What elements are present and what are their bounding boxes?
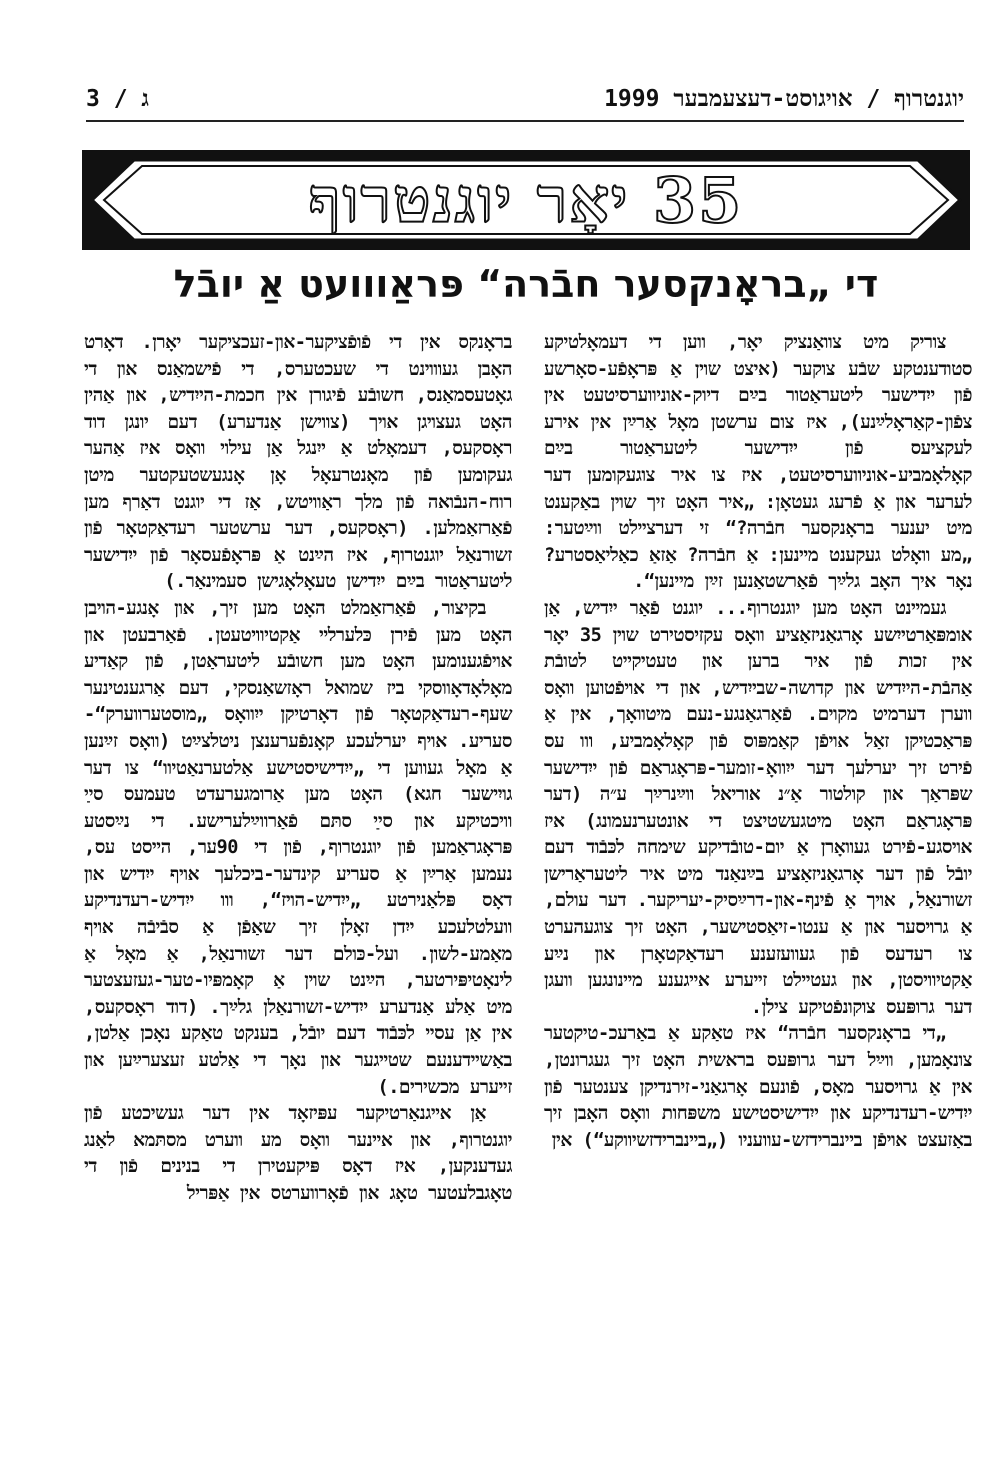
paragraph: „די בראָנקסער חבֿרה“ איז טאַקע אַ באַרעכ-טיקטער צונאָמען, ווײַל דער גרופּעס בראשית האָט זיך געגרונטן, אין אַ גרויסער מאָס, פֿונעם אָרגאַני-זירנדיקן צענטער פֿון ייִדיש-רעדנדיקע און ייִדישיסטישע משפּחות וואָס האָבן זיך באַזעצט אויפֿן בײנברידזש-עוועניו („ביינברידזשיווקע“) אין bbox=[544, 1023, 972, 1151]
anniversary-banner bbox=[82, 150, 970, 250]
paragraph: בראָנקס אין די פֿופֿציקער-און-זעכציקער יאָרן. דאָרט האָבן געוווינט די שעכטערס, די פֿישמאַנס און די גאָטעסמאַנס, חשובֿע פֿיגורן אין חכמת-הייִדיש, און אַהין האָט געצויגן אויך (צווישן אַנדערע) דעם יונגן דוד ראָסקעס, דעמאָלט אַ ייִנגל אַן עילוי וואָס איז אַהער געקומען פֿון מאָנטרעאָל אָן אָנגעשטעקטער מיטן רוח-הנבֿואה פֿון מלך ראַוויטש, אַז די יוגנט דאַרף מען פֿאַרזאַמלען. (ראָסקעס, דער ערשטער רעדאַקטאָר פֿון זשורנאַל יוגנטרוף, איז הײַנט אַ פּראָפֿעסאָר פֿון ייִדישער ליטעראַטור בײַם ייִדישן טעאָלאָגישן סעמינאַר.) bbox=[84, 332, 512, 593]
paragraph: בקיצור, פֿאַרזאַמלט האָט מען זיך, און אָנגע-הויבן האָט מען פֿירן כּלערליי אַקטיוויטעטן. פֿאַרבעטן און אויפֿגענומען האָט מען חשובֿע ליטעראַטן, פֿון קאַדיע מאָלאָדאָווסקי ביז שמואל ראָזשאַנסקי, דעם אַרגענטינער שעף-רעדאַקטאָר פֿון דאָרטיקן ייִוואָס „מוסטערווערק“-סעריע. אויף יערלעכע קאָנפֿערענצן ניטלצײַט (וואָס זײַנען אַ מאָל געווען די „ייִדישיסטישע אַלטערנאַטיוו“ צו דער גויִישער חגא) האָט מען אַרומגערעדט טעמעס סײַ וויכטיקע און סײַ סתּם פֿאַרווײַלערישע. די נײַסטע פּראָגראַמען פֿון יוגנטרוף, פֿון די 90ער, הייסט עס, נעמען אַרײַן אַ סעריע קינדער-ביכלעך אויף ייִדיש און דאָס פּלאַנירטע „ייִדיש-הויז“, ווו ייִדיש-רעדנדיקע וועלטלעכע ייִדן זאָלן זיך שאַפֿן אַ סבֿיבֿה אויף מאַמע-לשון. ועל-כּולם דער זשורנאַל, אַ מאָל אַ לינאָטיפּירטער, הײַנט שוין אַ קאָמפּיו-טער-געזעצטער מיט אַלע אַנדערע ייִדיש-זשורנאַלן גלײַך. (דוד ראָסקעס, אין אַן עסיי לכּבֿוד דעם יובֿל, בענקט טאַקע נאָכן אַלטן, באַשיידענעם שטייגער און נאָך די אַלטע זעצערײַען און זייערע מכשירים.) bbox=[84, 597, 512, 1098]
paragraph: אַן אייגנאַרטיקער עפּיזאָד אין דער געשיכטע פֿון יוגנטרוף, און איינער וואָס מע ווערט מסתּמא לאַנג געדענקען, איז דאָס פּיקעטירן די בנינים פֿון די טאָגבלעטער טאָג און פֿאָרווערטס אין אַפּריל bbox=[84, 1103, 512, 1204]
publication-title: יוגנטרוף / אויגוסט-דעצעמבער 1999 bbox=[604, 86, 964, 112]
paragraph: צוריק מיט צוואַנציק יאָר, ווען די דעמאָלטיקע סטודענטקע שבֿע צוקער (איצט שוין אַ פּראָפֿע-סאָרשע פֿון ייִדישער ליטעראַטור בײַם דיוק-אוניווערסיטעט אין צפֿון-קאַראָלײַנע), איז צום ערשטן מאָל אַרײַן אין אירע לעקציעס פֿון ייִדישער ליטעראַטור בײַם קאָלאָמביע-אוניווערסיטעט, איז צו איר צוגעקומען דער לערער און אַ פֿרעג געטאָן: „איר האָט זיך שוין באַקענט מיט יענער בראָנקסער חבֿרה?“ זי דערציילט ווײַטער: „מע וואָלט געקענט מיינען: אַ חבֿרה? אַזאַ כאַליאַסטרע? נאָר איך האָב גלײַך פֿאַרשטאַנען זײַן מײנען“. bbox=[544, 332, 972, 593]
left-column bbox=[84, 330, 512, 1448]
right-column bbox=[544, 330, 972, 1448]
running-header bbox=[86, 86, 964, 122]
paragraph: געמיינט האָט מען יוגנטרוף... יוגנט פֿאַר ייִדיש, אַן אומפּאַרטייִשע אָרגאַניזאַציע וואָס עקזיסטירט שוין 35 יאָר אין זכות פֿון איר ברען און טעטיקייט לטובֿת אַהבֿת-הייִדיש און קדושה-שבייִדיש, און די אויפֿטוען וואָס ווערן דערמיט מקוים. פֿאַרגאַנגע-נעם מיטוואָך, אין אַ פּראַכטיקן זאַל אויפֿן קאַמפּוס פֿון קאָלאָמביע, ווו עס פֿירט זיך יערלעך דער ייִוואָ-זומער-פּראָגראַם פֿון ייִדישער שפּראַך און קולטור אַ״נ אוריאל ווײַנרײַך ע״ה (דער פּראָגראַם האָט מיטגעשטיצט די אונטערנעמונג) איז אויסגע-פֿירט געוואָרן אַ יום-טובֿדיקע שימחה לכּבֿוד דעם יובֿל פֿון דער אָרגאַניזאַציע בײַנאַנד מיט איר ליטעראַרישן זשורנאַל, אויך אַ פֿינף-און-דרײַסיק-יעריקער. דער עולם, אַ גרויסער און אַ ענטו-זיאַסטישער, האָט זיך צוגעהערט צו רעדעס פֿון געוועזענע רעדאַקטאָרן און נײַע אַקטיוויסטן, און געטיילט זייערע אייגענע מיינונגען וועגן דער גרופּעס צוקונפֿטיקע צילן. bbox=[543, 597, 972, 1018]
banner-title: 35 יאָר יוגנטרוף bbox=[308, 164, 744, 237]
page-number: ג / 3 bbox=[86, 86, 149, 112]
article-body bbox=[84, 330, 972, 1448]
article-headline: די „בראָנקסער חבֿרה“ פּראַווועט אַ יובֿל bbox=[173, 262, 879, 306]
